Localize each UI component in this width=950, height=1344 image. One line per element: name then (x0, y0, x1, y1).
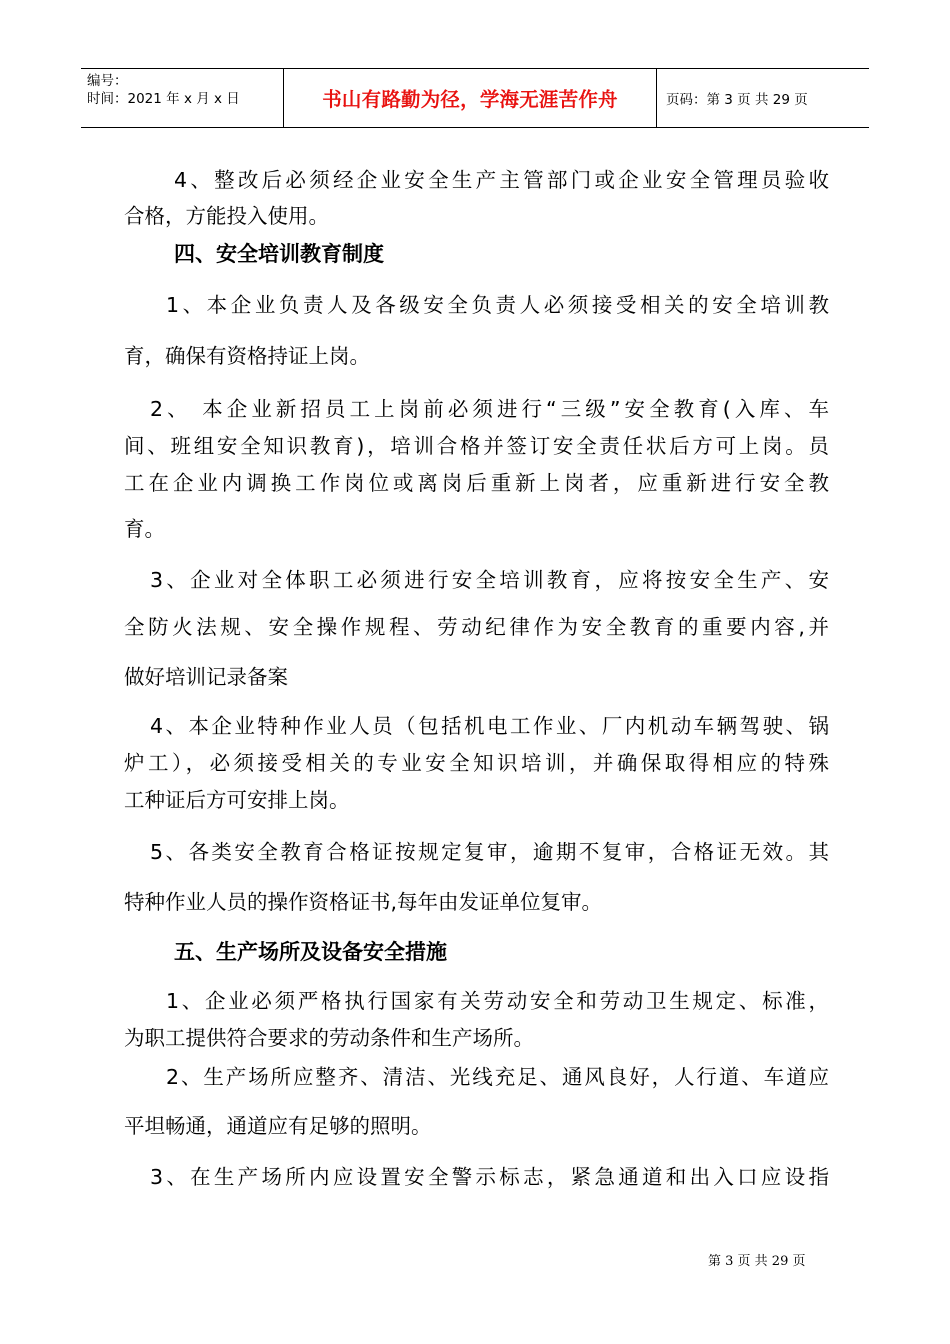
paragraph-line: 2、 本企业新招员工上岗前必须进行“三级”安全教育(入库、车 (150, 397, 829, 421)
paragraph-line: 为职工提供符合要求的劳动条件和生产场所。 (124, 1026, 534, 1050)
document-date-label: 时间：2021 年 x 月 x 日 (87, 91, 240, 107)
paragraph-line: 4、本企业特种作业人员（包括机电工作业、厂内机动车辆驾驶、锅 (150, 714, 829, 738)
paragraph-line: 3、企业对全体职工必须进行安全培训教育，应将按安全生产、安 (150, 568, 829, 592)
paragraph-line: 工在企业内调换工作岗位或离岗后重新上岗者，应重新进行安全教 (124, 471, 829, 495)
section-heading: 四、安全培训教育制度 (174, 242, 384, 266)
paragraph-line: 特种作业人员的操作资格证书,每年由发证单位复审。 (124, 890, 603, 914)
paragraph-line: 合格，方能投入使用。 (124, 204, 329, 228)
page-footer-number: 第 3 页 共 29 页 (708, 1254, 806, 1269)
paragraph-line: 1、企业必须严格执行国家有关劳动安全和劳动卫生规定、标准， (166, 989, 829, 1013)
header-page-number: 页码：第 3 页 共 29 页 (666, 92, 808, 108)
paragraph-line: 3、在生产场所内应设置安全警示标志，紧急通道和出入口应设指 (150, 1165, 829, 1189)
paragraph-line: 2、生产场所应整齐、清洁、光线充足、通风良好，人行道、车道应 (166, 1065, 829, 1089)
motto-text: 书山有路勤为径，学海无涯苦作舟 (322, 88, 618, 111)
paragraph-line: 间、班组安全知识教育)，培训合格并签订安全责任状后方可上岗。员 (124, 434, 829, 458)
paragraph-line: 做好培训记录备案 (124, 665, 288, 689)
paragraph-line: 平坦畅通，通道应有足够的照明。 (124, 1114, 432, 1138)
paragraph-line: 1、本企业负责人及各级安全负责人必须接受相关的安全培训教 (166, 293, 829, 317)
paragraph-line: 工种证后方可安排上岗。 (124, 788, 350, 812)
paragraph-line: 5、各类安全教育合格证按规定复审，逾期不复审，合格证无效。其 (150, 840, 829, 864)
paragraph-line: 炉工），必须接受相关的专业安全知识培训，并确保取得相应的特殊 (124, 751, 829, 775)
section-heading: 五、生产场所及设备安全措施 (174, 940, 447, 964)
paragraph-line: 育。 (124, 517, 165, 541)
document-number-label: 编号： (87, 73, 128, 89)
paragraph-line: 全防火法规、安全操作规程、劳动纪律作为安全教育的重要内容,并 (124, 615, 829, 639)
paragraph-line: 育，确保有资格持证上岗。 (124, 344, 370, 368)
paragraph-line: 4、整改后必须经企业安全生产主管部门或企业安全管理员验收 (174, 168, 829, 192)
